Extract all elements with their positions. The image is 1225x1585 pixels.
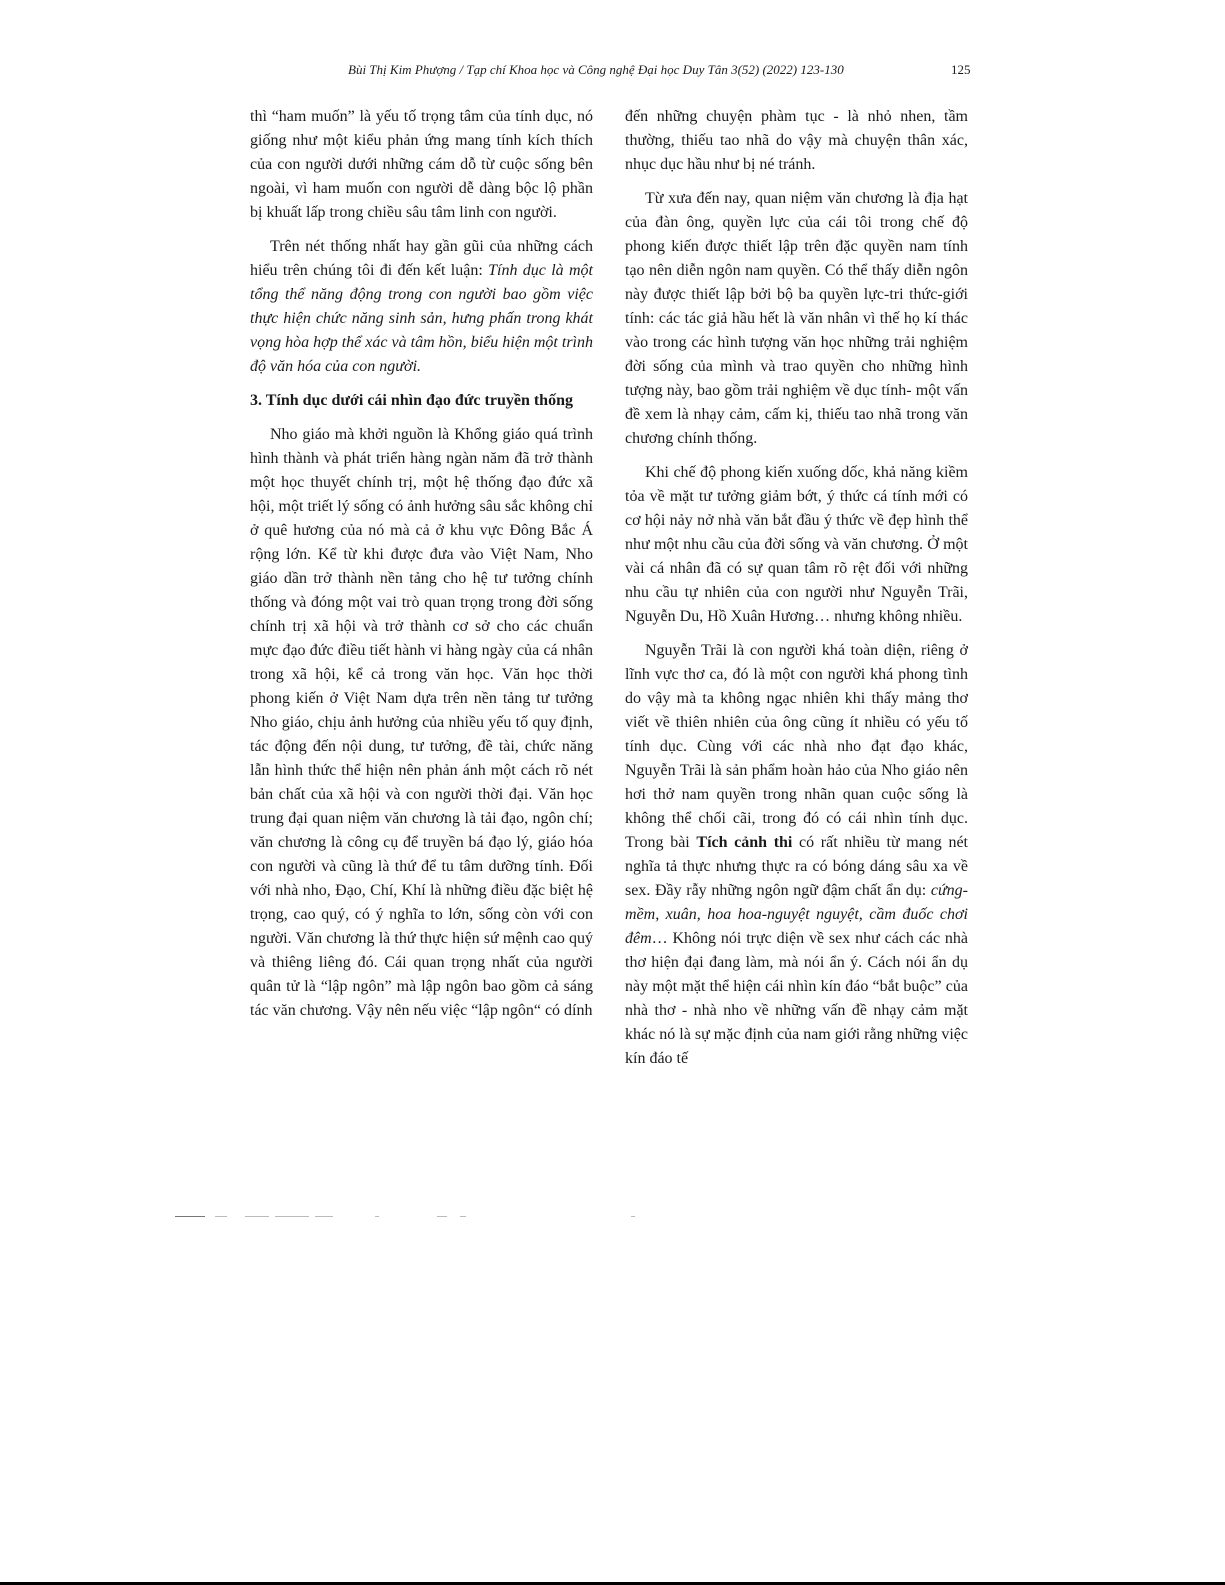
paragraph: đến những chuyện phàm tục - là nhỏ nhen, tầm thường, thiếu tao nhã do vậy mà chuyện thân xác, nhục dục hầu như bị né tránh. (625, 108, 968, 173)
scan-artifact (175, 1216, 645, 1220)
definition-italic: Tính dục là một tổng thể năng động trong con người bao gồm việc thực hiện chức năng sinh sản, hưng phấn trong khát vọng hòa hợp thể xác và tâm hồn, biểu hiện một trình độ văn hóa của con người. (250, 262, 593, 375)
paragraph: Nho giáo mà khởi nguồn là Khổng giáo quá trình hình thành và phát triển hàng ngàn năm đã trở thành một học thuyết chính trị, một hệ thống đạo đức xã hội, một triết lý sống có ảnh hưởng sâu sắc không chỉ ở quê hương của nó mà cả ở khu vực Đông Bắc Á rộng lớn. Kể từ khi được đưa vào Việt Nam, Nho giáo dần trở thành nền tảng cho hệ tư tưởng chính thống và đóng một vai trò quan trọng trong đời sống chính trị xã hội và trở thành cơ sở cho các chuẩn mực đạo đức điều tiết hành vi hàng ngày của cá nhân trong xã hội, kể cả trong văn học. Văn học thời phong kiến ở Việt Nam dựa trên nền tảng tư tưởng Nho giáo, chịu ảnh hưởng của nhiều yếu tố quy định, tác động đến nội dung, tư tưởng, đề tài, chức năng lẫn hình thức thể hiện nên phản ánh một cách rõ nét bản chất của xã hội và con người thời đại. Văn học trung đại quan niệm văn chương là tải đạo, ngôn chí; văn chương là công cụ để truyền bá đạo lý, giáo hóa con người và cũng là thứ để tu tâm dưỡng tính. Đối với nhà nho, Đạo, Chí, Khí là những điều đặc biệt hệ trọng, cao quý, có ý nghĩa to lớn, sống còn với con người. Văn chương là thứ thực hiện sứ mệnh cao quý và thiêng liêng đó. Cái quan trọng nhất của người quân tử là “lập ngôn” mà lập ngôn bao gồm cả sáng tác văn chương. Vậy nên nếu việc “lập ngôn“ có dính (250, 426, 593, 1019)
paragraph-text: Nguyễn Trãi là con người khá toàn diện, riêng ở lĩnh vực thơ ca, đó là một con người khá phong tình do vậy mà ta không ngạc nhiên khi thấy mảng thơ viết về thiên nhiên của ông cũng ít nhiều có yếu tố tính dục. Cùng với các nhà nho đạt đạo khác, Nguyễn Trãi là sản phẩm hoàn hảo của Nho giáo nên hơi thở nam quyền trong nhãn quan cuộc sống là không thể chối cãi, trong đó có cái nhìn tính dục. Trong bài (625, 642, 968, 851)
paragraph-text: Trên nét thống nhất hay gần gũi của những cách hiểu trên chúng tôi đi đến kết luận: (250, 238, 593, 279)
right-column (625, 105, 968, 1081)
page-number: 125 (951, 62, 971, 77)
section-heading: 3. Tính dục dưới cái nhìn đạo đức truyền thống (250, 392, 573, 409)
paragraph-text: … Không nói trực diện về sex như cách các nhà thơ hiện đại đang làm, mà nói ẩn ý. Cách nói ẩn dụ này một mặt thể hiện cái nhìn kín đáo “bắt buộc” của nhà thơ - nhà nho về những vấn đề nhạy cảm mặt khác nó là sự mặc định của nam giới rằng những việc kín đáo tế (625, 930, 968, 1067)
poem-title: Tích cảnh thi (696, 834, 793, 851)
paragraph: Từ xưa đến nay, quan niệm văn chương là địa hạt của đàn ông, quyền lực của cái tôi trong chế độ phong kiến được thiết lập trên đặc quyền nam tính tạo nên diễn ngôn nam quyền. Có thể thấy diễn ngôn này được thiết lập bởi bộ ba quyền lực-tri thức-giới tính: các tác giả hầu hết là văn nhân vì thế họ kí thác vào trong các hình tượng văn học những trải nghiệm đời sống của mình và trao quyền cho những hình tượng này, bao gồm trải nghiệm về dục tính- một vấn đề xem là nhạy cảm, cấm kị, thiếu tao nhã trong văn chương chính thống. (625, 190, 968, 447)
left-column (250, 105, 593, 1033)
paragraph (625, 639, 968, 1071)
paragraph: Khi chế độ phong kiến xuống dốc, khả năng kiềm tỏa về mặt tư tưởng giảm bớt, ý thức cá tính mới có cơ hội nảy nở nhà văn bắt đầu ý thức về đẹp hình thể như một nhu cầu của đời sống và văn chương. Ở một vài cá nhân đã có sự quan tâm rõ rệt đối với những nhu cầu tự nhiên của con người như Nguyễn Trãi, Nguyễn Du, Hồ Xuân Hương… nhưng không nhiều. (625, 464, 968, 625)
paragraph-text: có rất nhiều từ mang nét nghĩa tả thực nhưng thực ra có bóng dáng sâu xa về sex. Đầy rẫy những ngôn ngữ đậm chất ẩn dụ: (625, 834, 968, 899)
running-header (0, 62, 1225, 84)
running-title: Bùi Thị Kim Phượng / Tạp chí Khoa học và Công nghệ Đại học Duy Tân 3(52) (2022) 123-130 (348, 62, 844, 77)
metaphor-list: cứng-mềm, xuân, hoa hoa-nguyệt nguyệt, cầm đuốc chơi đêm (625, 882, 968, 947)
paragraph (250, 235, 593, 379)
paragraph: thì “ham muốn” là yếu tố trọng tâm của tính dục, nó giống như một kiểu phản ứng mang tính kích thích của con người dưới những cám dỗ từ cuộc sống bên ngoài, vì ham muốn con người dễ dàng bộc lộ phần bị khuất lấp trong chiều sâu tâm linh con người. (250, 108, 593, 221)
